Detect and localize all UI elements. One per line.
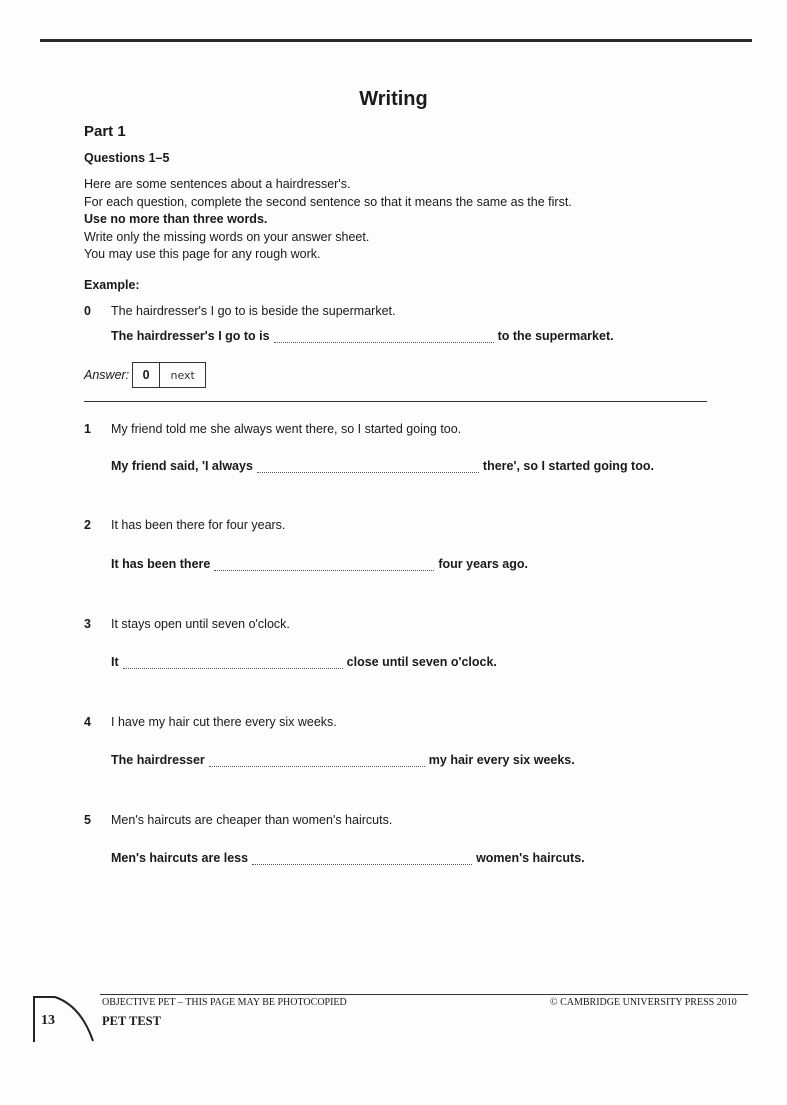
example-sentence: The hairdresser's I go to is beside the supermarket. (111, 304, 396, 318)
example-label: Example: (84, 278, 140, 292)
example-number: 0 (84, 304, 91, 318)
question-answer-line[interactable] (111, 557, 528, 571)
part-heading: Part 1 (84, 123, 126, 140)
answer-number-cell: 0 (132, 362, 160, 388)
question-sentence: My friend told me she always went there, so I started going too. (111, 422, 462, 436)
question-answer-line[interactable] (111, 655, 497, 669)
question-answer-line[interactable] (111, 459, 654, 473)
question-prefix: It has been there (111, 557, 211, 571)
example-prefix: The hairdresser's I go to is (111, 329, 270, 343)
question-number: 5 (84, 813, 91, 827)
example-blank (274, 332, 494, 343)
question-suffix: four years ago. (438, 557, 528, 571)
question-suffix: close until seven o'clock. (346, 655, 497, 669)
footer-rule (100, 994, 748, 995)
question-sentence: I have my hair cut there every six weeks. (111, 715, 337, 729)
question-suffix: my hair every six weeks. (428, 753, 575, 767)
answer-blank[interactable] (214, 560, 434, 571)
example-suffix: to the supermarket. (497, 329, 614, 343)
question-number: 2 (84, 518, 91, 532)
question-prefix: The hairdresser (111, 753, 205, 767)
answer-blank[interactable] (257, 462, 479, 473)
section-divider (84, 401, 707, 402)
footer-test-title: PET TEST (102, 1014, 161, 1028)
answer-word-cell: next (160, 362, 206, 388)
question-suffix: there', so I started going too. (482, 459, 654, 473)
example-answer-line (111, 329, 614, 343)
question-sentence: It stays open until seven o'clock. (111, 617, 290, 631)
top-rule (40, 39, 752, 42)
question-prefix: My friend said, 'I always (111, 459, 253, 473)
instruction-line: Here are some sentences about a hairdresser's. (84, 177, 351, 191)
page-title: Writing (359, 88, 428, 110)
answer-blank[interactable] (252, 854, 472, 865)
question-sentence: Men's haircuts are cheaper than women's haircuts. (111, 813, 393, 827)
question-prefix: Men's haircuts are less (111, 851, 249, 865)
instruction-line: Write only the missing words on your answer sheet. (84, 229, 370, 244)
footer-copyright: © CAMBRIDGE UNIVERSITY PRESS 2010 (550, 997, 737, 1008)
page-number: 13 (41, 1013, 55, 1028)
instructions (84, 176, 572, 264)
answer-blank[interactable] (123, 658, 343, 669)
instruction-line: For each question, complete the second sentence so that it means the same as the first. (84, 194, 572, 209)
question-number: 3 (84, 617, 91, 631)
question-suffix: women's haircuts. (476, 851, 585, 865)
question-number: 4 (84, 715, 91, 729)
example-answer-box (84, 362, 206, 388)
question-prefix: It (111, 655, 119, 669)
footer-photocopy-note: OBJECTIVE PET – THIS PAGE MAY BE PHOTOCOPIED (102, 997, 347, 1008)
questions-range: Questions 1–5 (84, 151, 170, 165)
question-number: 1 (84, 422, 91, 436)
question-sentence: It has been there for four years. (111, 518, 286, 532)
instruction-line: You may use this page for any rough work. (84, 247, 321, 262)
answer-label: Answer: (84, 368, 130, 382)
instruction-line-emphasis: Use no more than three words. (84, 212, 268, 227)
question-answer-line[interactable] (111, 753, 575, 767)
answer-blank[interactable] (209, 756, 425, 767)
question-answer-line[interactable] (111, 851, 585, 865)
